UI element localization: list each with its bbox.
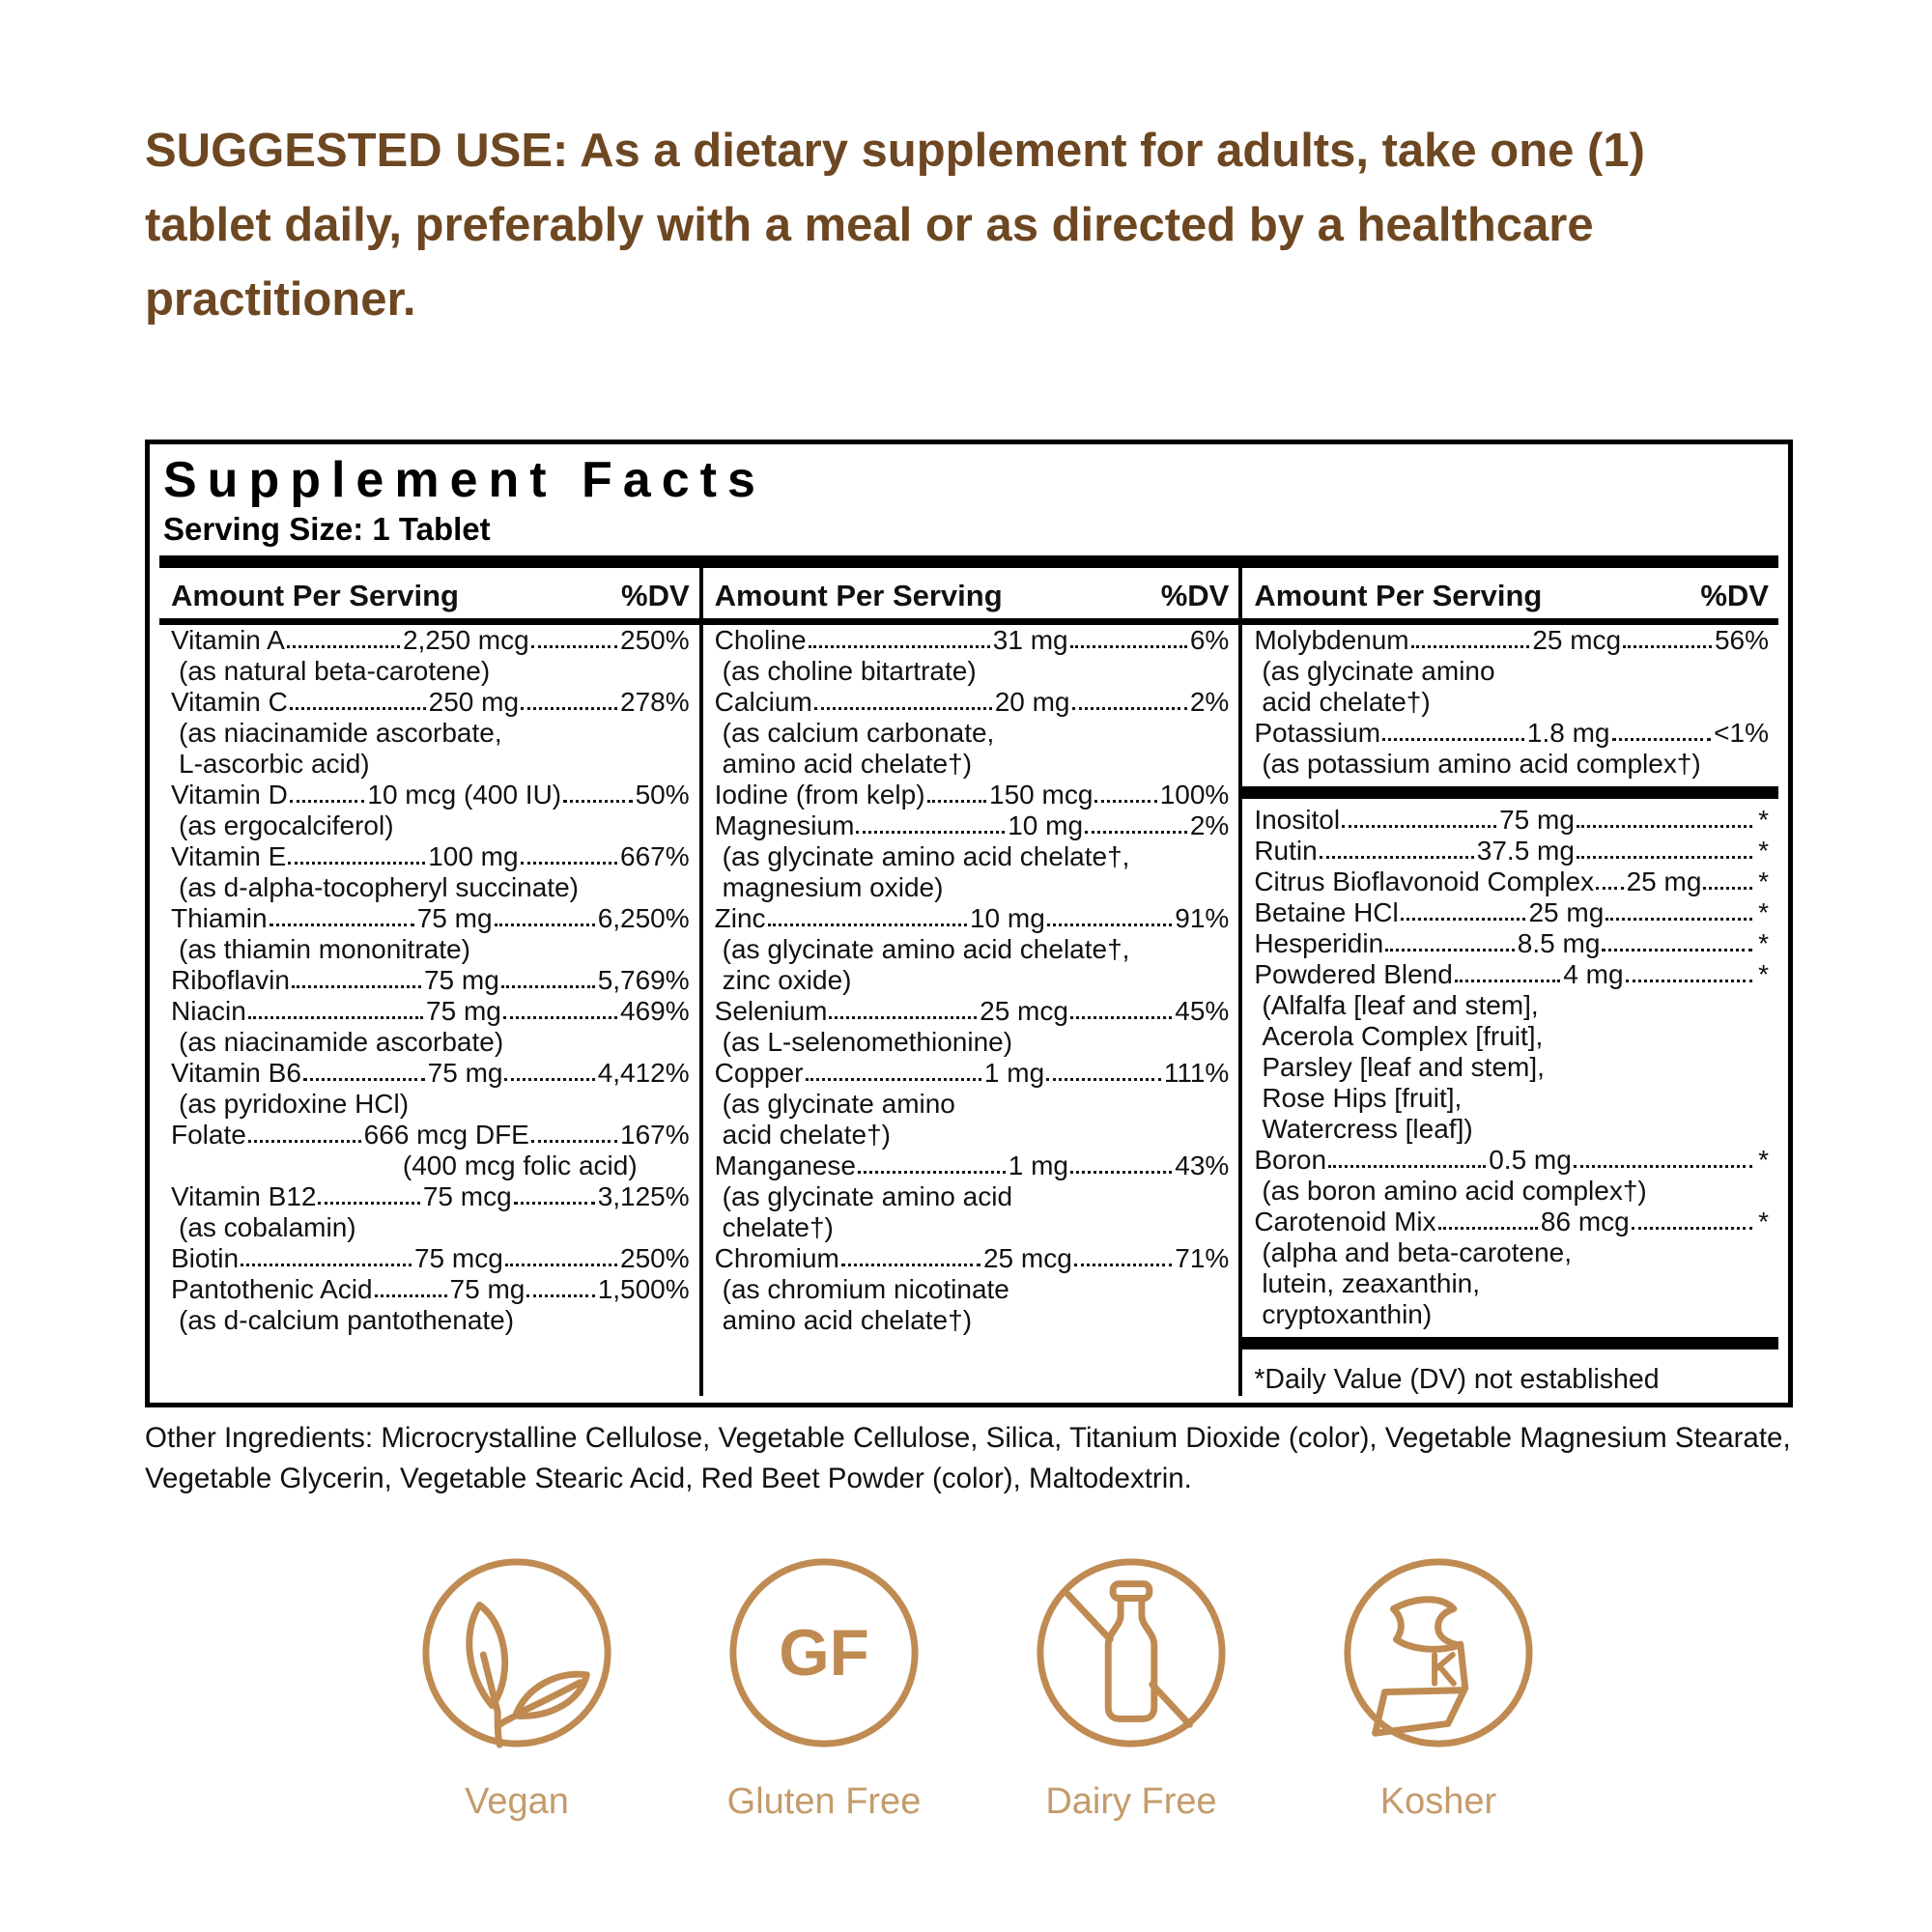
badge-vegan-label: Vegan xyxy=(465,1781,569,1822)
nutrient-dv: 45% xyxy=(1175,996,1230,1026)
nutrient-name: Iodine (from kelp) xyxy=(714,780,925,810)
gf-icon-text: GF xyxy=(779,1616,869,1690)
dot-leader xyxy=(248,1016,423,1019)
dot-leader xyxy=(1047,923,1172,926)
dot-leader xyxy=(495,923,595,926)
nutrient-amount: 2,250 mcg xyxy=(402,625,529,655)
nutrient-source: acid chelate†) xyxy=(1262,687,1431,717)
nutrient-name: Chromium xyxy=(714,1243,839,1273)
nutrient-row xyxy=(1242,1207,1778,1237)
nutrient-dv: 1,500% xyxy=(597,1274,690,1304)
dot-leader xyxy=(375,1294,447,1297)
nutrient-dv: * xyxy=(1758,805,1769,835)
nutrient-dv: * xyxy=(1758,836,1769,866)
nutrient-name: Magnesium xyxy=(714,810,855,840)
nutrient-row xyxy=(159,1243,699,1274)
dot-leader xyxy=(1085,831,1187,834)
nutrient-amount: 75 mg xyxy=(426,996,501,1026)
nutrient-dv: 469% xyxy=(620,996,690,1026)
nutrient-dv: 71% xyxy=(1175,1243,1230,1273)
dot-leader xyxy=(806,1078,981,1081)
nutrient-name: Carotenoid Mix xyxy=(1254,1207,1436,1236)
nutrient-row xyxy=(1242,928,1778,959)
nutrient-amount: 25 mcg xyxy=(980,996,1068,1026)
nutrient-source: (as glycinate amino acid xyxy=(722,1181,1013,1211)
amount-per-serving-header: Amount Per Serving xyxy=(1254,579,1543,612)
nutrient-name: Copper xyxy=(714,1058,804,1088)
nutrient-amount: 75 mg xyxy=(449,1274,526,1304)
nutrient-dv: 6% xyxy=(1189,625,1230,655)
nutrient-name: Calcium xyxy=(714,687,812,717)
nutrient-dv: 250% xyxy=(620,625,690,655)
supplement-facts-panel xyxy=(145,440,1793,1407)
nutrient-name: Citrus Bioflavonoid Complex xyxy=(1254,867,1595,896)
nutrient-row xyxy=(1242,867,1778,897)
dot-leader xyxy=(1574,1165,1752,1168)
dot-leader xyxy=(1070,1016,1172,1019)
nutrient-amount: 666 mcg DFE xyxy=(363,1120,529,1150)
nutrient-source: Parsley [leaf and stem], xyxy=(1262,1052,1545,1082)
nutrient-amount: 25 mg xyxy=(1528,897,1605,927)
dot-leader xyxy=(248,1140,361,1143)
column-header xyxy=(703,568,1239,625)
dot-leader xyxy=(503,1016,617,1019)
dot-leader xyxy=(1072,707,1187,710)
nutrient-source: (as chromium nicotinate xyxy=(722,1274,1009,1304)
nutrient-amount: 75 mg xyxy=(423,965,499,995)
nutrient-name: Manganese xyxy=(714,1151,856,1180)
dot-leader xyxy=(858,1171,1006,1174)
gf-icon xyxy=(719,1548,929,1758)
nutrient-row xyxy=(159,687,699,718)
nutrient-dv: 167% xyxy=(620,1120,690,1150)
nutrient-name: Pantothenic Acid xyxy=(171,1274,373,1304)
nutrient-source: (Alfalfa [leaf and stem], xyxy=(1262,990,1539,1020)
nutrient-name: Potassium xyxy=(1254,718,1381,748)
dot-leader xyxy=(768,923,967,926)
dot-leader xyxy=(1626,980,1752,982)
section-divider-bar xyxy=(1242,1337,1778,1350)
dot-leader xyxy=(521,707,617,710)
nutrient-name: Vitamin E xyxy=(171,841,287,871)
dot-leader xyxy=(1401,918,1526,921)
nutrient-row xyxy=(159,625,699,656)
dot-leader xyxy=(1577,825,1752,828)
nutrient-source: cryptoxanthin) xyxy=(1262,1299,1433,1329)
nutrient-name: Vitamin B12 xyxy=(171,1181,317,1211)
nutrient-source: magnesium oxide) xyxy=(722,872,944,902)
nutrient-source: (as glycinate amino acid chelate†, xyxy=(722,841,1130,871)
dot-leader xyxy=(1342,825,1496,828)
nutrient-dv: 43% xyxy=(1175,1151,1230,1180)
nutrient-row xyxy=(159,780,699,810)
nutrient-name: Molybdenum xyxy=(1254,625,1409,655)
nutrient-dv: 667% xyxy=(620,841,690,871)
dot-leader xyxy=(531,1140,617,1143)
nutrient-source: Watercress [leaf]) xyxy=(1262,1114,1473,1144)
badge-gluten-free-label: Gluten Free xyxy=(726,1781,922,1822)
nutrient-row xyxy=(703,810,1239,841)
nutrient-source: (as cobalamin) xyxy=(179,1212,356,1242)
dot-leader xyxy=(504,1078,594,1081)
dot-leader xyxy=(303,1078,425,1081)
nutrient-source: (as glycinate amino xyxy=(722,1089,955,1119)
nutrient-row xyxy=(159,1058,699,1089)
dot-leader xyxy=(292,985,421,988)
nutrient-source: zinc oxide) xyxy=(722,965,852,995)
nutrient-row xyxy=(1242,805,1778,836)
nutrient-dv: 6,250% xyxy=(597,903,690,933)
nutrient-row xyxy=(159,1274,699,1305)
dot-leader xyxy=(287,645,400,648)
nutrient-amount: 1.8 mg xyxy=(1526,718,1610,748)
badge-kosher xyxy=(1327,1548,1549,1822)
nutrient-name: Rutin xyxy=(1254,836,1318,866)
nutrient-dv: * xyxy=(1758,1207,1769,1236)
nutrient-dv: 3,125% xyxy=(597,1181,690,1211)
dot-leader xyxy=(1094,800,1156,803)
nutrient-source: Rose Hips [fruit], xyxy=(1262,1083,1463,1113)
dot-leader xyxy=(1632,1227,1752,1230)
dv-header: %DV xyxy=(1700,579,1769,612)
dot-leader xyxy=(288,862,425,865)
nutrient-amount: 10 mg xyxy=(969,903,1045,933)
nutrient-column xyxy=(699,568,1239,1396)
nutrient-name: Riboflavin xyxy=(171,965,290,995)
dot-leader xyxy=(563,800,632,803)
nutrient-source: (as natural beta-carotene) xyxy=(179,656,491,686)
nutrient-source: lutein, zeaxanthin, xyxy=(1262,1268,1481,1298)
nutrient-dv: 100% xyxy=(1159,780,1230,810)
nutrient-row xyxy=(703,996,1239,1027)
nutrient-row xyxy=(1242,836,1778,867)
other-ingredients-text: Other Ingredients: Microcrystalline Cellulose, Vegetable Cellulose, Silica, Titanium Dioxide (color), Vegetable Magnesium Stearate, Vegetable Glycerin, Vegetable Stearic Acid, Red Beet Powder (color), Maltodextrin. xyxy=(145,1422,1791,1494)
dot-leader xyxy=(1411,645,1530,648)
dot-leader xyxy=(814,707,992,710)
nutrient-dv: * xyxy=(1758,897,1769,927)
nutrient-column xyxy=(159,568,699,1396)
nutrient-amount: 31 mg xyxy=(992,625,1068,655)
nutrient-source: (as niacinamide ascorbate, xyxy=(179,718,502,748)
nutrient-name: Selenium xyxy=(714,996,828,1026)
nutrient-source: (alpha and beta-carotene, xyxy=(1262,1237,1573,1267)
nutrient-row xyxy=(1242,625,1778,656)
nutrient-dv: 111% xyxy=(1163,1058,1230,1088)
badge-vegan xyxy=(406,1548,628,1822)
nutrient-name: Betaine HCl xyxy=(1254,897,1399,927)
nutrient-source: (as d-calcium pantothenate) xyxy=(179,1305,515,1335)
dot-leader xyxy=(1382,738,1524,741)
nutrient-amount: 150 mcg xyxy=(989,780,1094,810)
nutrient-amount: 75 mcg xyxy=(413,1243,503,1273)
nutrient-amount: 8.5 mg xyxy=(1517,928,1601,958)
dot-leader xyxy=(501,985,595,988)
nutrient-dv: 2% xyxy=(1189,810,1230,840)
nutrient-dv: * xyxy=(1758,1145,1769,1175)
nutrient-source: (as glycinate amino acid chelate†, xyxy=(722,934,1130,964)
nutrient-name: Vitamin B6 xyxy=(171,1058,301,1088)
nutrient-amount: 75 mcg xyxy=(422,1181,512,1211)
nutrient-row xyxy=(1242,1145,1778,1176)
nutrient-column xyxy=(1238,568,1778,1396)
serving-size: Serving Size: 1 Tablet xyxy=(163,511,491,547)
badge-row xyxy=(406,1548,1549,1822)
dot-leader xyxy=(270,923,414,926)
nutrient-name: Hesperidin xyxy=(1254,928,1384,958)
nutrient-row xyxy=(703,687,1239,718)
nutrient-name: Niacin xyxy=(171,996,246,1026)
nutrient-dv: 56% xyxy=(1714,625,1769,655)
nutrient-row xyxy=(703,1151,1239,1181)
dv-header: %DV xyxy=(621,579,690,612)
nutrient-dv: 50% xyxy=(635,780,690,810)
nutrient-source: (as thiamin mononitrate) xyxy=(179,934,470,964)
nutrient-row xyxy=(159,903,699,934)
nutrient-source: (as choline bitartrate) xyxy=(722,656,977,686)
nutrient-name: Boron xyxy=(1254,1145,1327,1175)
nutrient-amount: 86 mcg xyxy=(1540,1207,1630,1236)
nutrient-source: (as ergocalciferol) xyxy=(179,810,394,840)
nutrient-dv: * xyxy=(1758,867,1769,896)
dot-leader xyxy=(1385,949,1515,952)
nutrient-row xyxy=(1242,897,1778,928)
dot-leader xyxy=(521,862,617,865)
nutrient-name: Choline xyxy=(714,625,807,655)
nutrient-name: Vitamin C xyxy=(171,687,288,717)
panel-title: Supplement Facts xyxy=(163,452,766,508)
nutrient-dv: 5,769% xyxy=(597,965,690,995)
dot-leader xyxy=(829,1016,977,1019)
nutrient-dv: 2% xyxy=(1189,687,1230,717)
dot-leader xyxy=(1577,856,1752,859)
dot-leader xyxy=(841,1264,980,1266)
nutrient-row xyxy=(703,903,1239,934)
dot-leader xyxy=(1602,949,1752,952)
nutrient-source: (400 mcg folic acid) xyxy=(402,1151,638,1180)
nutrient-amount: 20 mg xyxy=(994,687,1070,717)
nutrient-amount: 25 mg xyxy=(1626,867,1702,896)
nutrient-amount: 10 mcg (400 IU) xyxy=(367,780,562,810)
leaf-icon xyxy=(412,1548,622,1758)
nutrient-name: Vitamin D xyxy=(171,780,288,810)
nutrient-row xyxy=(703,1243,1239,1274)
nutrient-amount: 1 mg xyxy=(983,1058,1045,1088)
nutrient-source: (as boron amino acid complex†) xyxy=(1262,1176,1647,1206)
dot-leader xyxy=(1320,856,1474,859)
dot-leader xyxy=(505,1264,617,1266)
column-header xyxy=(1242,568,1778,625)
nutrient-row xyxy=(703,1058,1239,1089)
nutrient-amount: 0.5 mg xyxy=(1489,1145,1572,1175)
nutrient-dv: 250% xyxy=(620,1243,690,1273)
nutrient-amount: 25 mcg xyxy=(982,1243,1072,1273)
dot-leader xyxy=(1328,1165,1486,1168)
nutrient-source: L-ascorbic acid) xyxy=(179,749,370,779)
nutrient-name: Powdered Blend xyxy=(1254,959,1453,989)
nutrient-source: (as pyridoxine HCl) xyxy=(179,1089,410,1119)
column-header xyxy=(159,568,699,625)
nutrient-amount: 250 mg xyxy=(428,687,520,717)
nutrient-source: amino acid chelate†) xyxy=(722,749,973,779)
dot-leader xyxy=(1605,918,1752,921)
nutrient-dv: * xyxy=(1758,928,1770,958)
dot-leader xyxy=(1070,645,1187,648)
divider-bar xyxy=(159,555,1778,568)
nutrient-amount: 37.5 mg xyxy=(1476,836,1575,866)
nutrient-row xyxy=(1242,718,1778,749)
nutrient-columns xyxy=(159,568,1778,1396)
dv-header: %DV xyxy=(1160,579,1230,612)
dot-leader xyxy=(1070,1171,1172,1174)
badge-dairy-free xyxy=(1020,1548,1242,1822)
nutrient-source: acid chelate†) xyxy=(722,1120,891,1150)
kosher-k-icon xyxy=(1333,1548,1544,1758)
milk-bottle-crossed-icon xyxy=(1026,1548,1236,1758)
nutrient-dv: 91% xyxy=(1175,903,1230,933)
nutrient-dv: <1% xyxy=(1714,718,1769,748)
dot-leader xyxy=(1438,1227,1538,1230)
dot-leader xyxy=(514,1202,595,1205)
dot-leader xyxy=(290,800,365,803)
nutrient-name: Inositol xyxy=(1254,805,1341,835)
nutrient-name: Zinc xyxy=(714,903,766,933)
amount-per-serving-header: Amount Per Serving xyxy=(714,579,1003,612)
nutrient-name: Vitamin A xyxy=(171,625,285,655)
nutrient-amount: 75 mg xyxy=(416,903,493,933)
suggested-use-text: SUGGESTED USE: As a dietary supplement for adults, take one (1) tablet daily, preferably with a meal or as directed by a healthcare practitioner. xyxy=(145,125,1645,326)
nutrient-row xyxy=(159,1120,699,1151)
nutrient-amount: 75 mg xyxy=(427,1058,503,1088)
nutrient-name: Thiamin xyxy=(171,903,268,933)
nutrient-name: Folate xyxy=(171,1120,246,1150)
nutrient-amount: 25 mcg xyxy=(1532,625,1622,655)
nutrient-source: (as potassium amino acid complex†) xyxy=(1262,749,1701,779)
nutrient-row xyxy=(159,965,699,996)
nutrient-source: (as glycinate amino xyxy=(1262,656,1495,686)
dot-leader xyxy=(1046,1078,1161,1081)
dot-leader xyxy=(526,1294,594,1297)
nutrient-source: Acerola Complex [fruit], xyxy=(1262,1021,1544,1051)
nutrient-dv: 4,412% xyxy=(597,1058,690,1088)
nutrient-row xyxy=(159,841,699,872)
nutrient-row xyxy=(703,625,1239,656)
nutrient-source: chelate†) xyxy=(722,1212,834,1242)
dot-leader xyxy=(809,645,990,648)
dot-leader xyxy=(1703,887,1752,890)
nutrient-row xyxy=(1242,959,1778,990)
nutrient-row xyxy=(703,780,1239,810)
nutrient-row xyxy=(159,1181,699,1212)
nutrient-dv: * xyxy=(1758,959,1769,989)
nutrient-row xyxy=(159,996,699,1027)
dot-leader xyxy=(290,707,426,710)
dv-footnote: *Daily Value (DV) not established xyxy=(1254,1364,1660,1395)
dot-leader xyxy=(927,800,987,803)
dot-leader xyxy=(1612,738,1712,741)
dot-leader xyxy=(241,1264,412,1266)
nutrient-source: (as d-alpha-tocopheryl succinate) xyxy=(179,872,579,902)
dot-leader xyxy=(531,645,617,648)
nutrient-dv: 278% xyxy=(620,687,690,717)
dot-leader xyxy=(318,1202,419,1205)
badge-dairy-free-label: Dairy Free xyxy=(1045,1781,1217,1822)
badge-kosher-label: Kosher xyxy=(1379,1781,1497,1822)
nutrient-amount: 4 mg xyxy=(1563,959,1624,989)
dot-leader xyxy=(1455,980,1560,982)
dot-leader xyxy=(1074,1264,1172,1266)
nutrient-source: (as calcium carbonate, xyxy=(722,718,995,748)
dot-leader xyxy=(856,831,1005,834)
nutrient-name: Biotin xyxy=(171,1243,240,1273)
nutrient-amount: 1 mg xyxy=(1008,1151,1068,1180)
nutrient-amount: 10 mg xyxy=(1008,810,1084,840)
dot-leader xyxy=(1596,887,1624,890)
nutrient-source: (as L-selenomethionine) xyxy=(722,1027,1013,1057)
nutrient-source: (as niacinamide ascorbate) xyxy=(179,1027,504,1057)
amount-per-serving-header: Amount Per Serving xyxy=(171,579,459,612)
badge-gluten-free xyxy=(713,1548,935,1822)
nutrient-amount: 75 mg xyxy=(1499,805,1575,835)
dot-leader xyxy=(1623,645,1712,648)
nutrient-source: amino acid chelate†) xyxy=(722,1305,973,1335)
section-divider-bar xyxy=(1242,786,1778,799)
nutrient-amount: 100 mg xyxy=(428,841,519,871)
